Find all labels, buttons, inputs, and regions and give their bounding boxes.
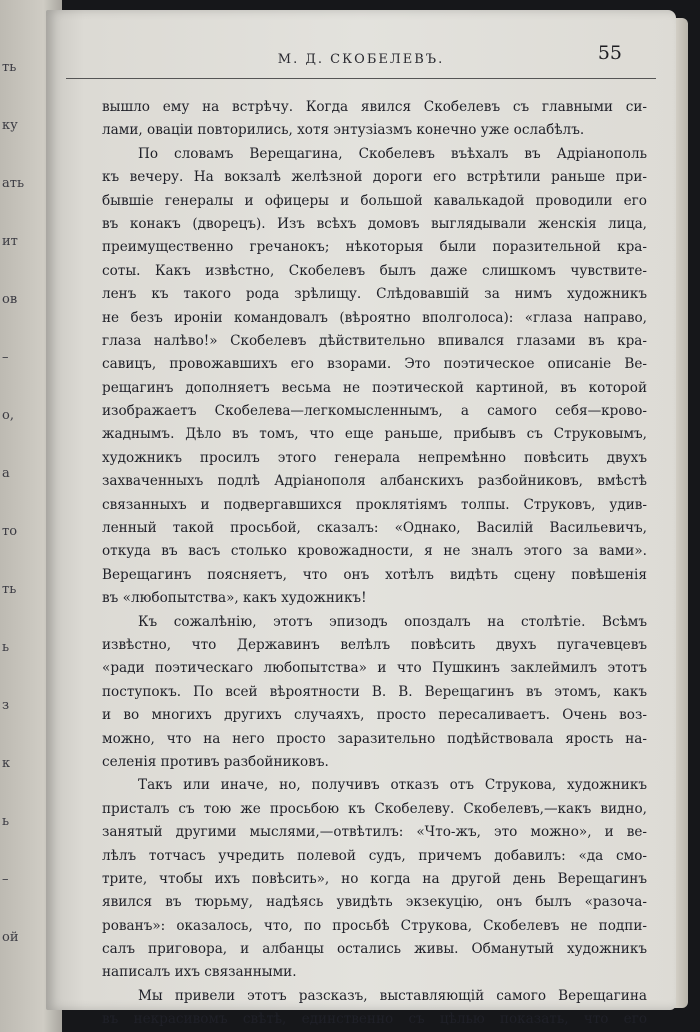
text-line: написалъ ихъ связанными. [102, 964, 297, 981]
left-page-fragment: к [2, 756, 11, 771]
book-page [46, 10, 676, 1028]
text-line: селенія противъ разбойниковъ. [102, 753, 329, 770]
left-page-fragment: ит [2, 234, 18, 249]
header-title: М. Д. СКОБЕЛЕВЪ. [277, 52, 445, 67]
text-line: Такъ или иначе, но, получивъ отказъ отъ Струкова, художникъ [138, 777, 647, 794]
text-line: лами, оваціи повторились, хотя энтузіазмъ конечно уже ослабѣлъ. [102, 122, 585, 139]
text-line: занятый другими мыслями,—отвѣтилъ: «Что-жъ, это можно», и ве- [102, 824, 647, 841]
text-line: жаднымъ. Дѣло въ томъ, что еще раньше, прибывъ съ Струковымъ, [102, 426, 647, 443]
text-line: къ вечеру. На вокзалѣ желѣзной дороги его встрѣтили раньше при- [102, 169, 647, 186]
page-number: 55 [597, 42, 622, 64]
text-line: Мы привели этотъ разсказъ, выставляющій самого Верещагина [138, 987, 647, 1004]
text-line: поступокъ. По всей вѣроятности В. В. Верещагинъ въ этомъ, какъ [102, 683, 647, 700]
text-line: глаза налѣво!» Скобелевъ дѣйствительно впивался глазами въ кра- [102, 332, 647, 349]
left-page-fragment: ой [2, 930, 19, 945]
left-page-fragment: – [2, 872, 9, 887]
text-line: откуда въ васъ столько кровожадности, я не зналъ этого за вами». [102, 543, 647, 560]
left-page-fragment: ов [2, 292, 18, 307]
text-line: изображаетъ Скобелева—легкомысленнымъ, а самого себя—крово- [102, 403, 647, 420]
running-header [66, 38, 656, 79]
text-line: захваченныхъ подлѣ Адріанополя албанскихъ разбойниковъ, вмѣстѣ [102, 473, 647, 490]
text-line: присталъ съ тою же просьбою къ Скобелеву. Скобелевъ,—какъ видно, [102, 800, 647, 817]
text-line: лѣлъ тотчасъ учредить полевой судъ, причемъ добавилъ: «да смо- [102, 847, 647, 864]
text-line: Верещагинъ поясняетъ, что онъ хотѣлъ видѣть сцену повѣшенія [102, 566, 647, 583]
text-line: въ «любопытства», какъ художникъ! [102, 590, 367, 607]
text-line: художникъ просилъ этого генерала непремѣнно повѣсить двухъ [102, 449, 647, 466]
text-line: салъ приговора, и албанцы остались живы. Обманутый художникъ [102, 941, 647, 958]
text-line: не безъ ироніи командовалъ (вѣроятно вполголоса): «глаза направо, [102, 309, 647, 326]
text-line: «ради поэтическаго любопытства» и что Пушкинъ заклеймилъ этотъ [102, 660, 647, 677]
text-line: рованъ»: оказалось, что, по просьбѣ Струкова, Скобелевъ не подпи- [102, 917, 647, 934]
text-line: явился въ тюрьму, надѣясь увидѣть экзекуцію, онъ былъ «разоча- [102, 894, 647, 911]
text-line: ленъ къ такого рода зрѣлищу. Слѣдовавшій за нимъ художникъ [102, 286, 647, 303]
left-page-fragment: – [2, 350, 9, 365]
text-line: ленный такой просьбой, сказалъ: «Однако, Василій Васильевичъ, [102, 520, 647, 537]
text-line: въ некрасивомъ свѣтѣ, единственно съ цѣлью показать, что его [102, 1011, 647, 1028]
left-page-fragment: то [2, 524, 18, 539]
left-page-fragment: ь [2, 814, 10, 829]
left-page-fragment: ь [2, 640, 10, 655]
left-page-fragment: ать [2, 176, 25, 191]
text-line: и во многихъ другихъ случаяхъ, просто пересаливаетъ. Очень воз- [102, 707, 647, 724]
text-line: въ конакъ (дворецъ). Изъ всѣхъ домовъ выглядывали женскія лица, [102, 215, 647, 232]
text-line: извѣстно, что Державинъ велѣлъ повѣсить двухъ пугачевцевъ [102, 636, 647, 653]
left-page-fragment: а [2, 466, 10, 481]
text-line: Къ сожалѣнію, этотъ эпизодъ опоздалъ на столѣтіе. Всѣмъ [138, 613, 647, 630]
text-line: По словамъ Верещагина, Скобелевъ въѣхалъ въ Адріанополь [138, 145, 647, 162]
text-line: соты. Какъ извѣстно, Скобелевъ былъ даже слишкомъ чувствите- [102, 262, 647, 279]
text-line: можно, что на него просто заразительно подѣйствовала ярость на- [102, 730, 647, 747]
text-line: трите, чтобы ихъ повѣсить», но когда на другой день Верещагинъ [102, 870, 647, 887]
text-line: бывшіе генералы и офицеры и большой кавалькадой проводили его [102, 192, 647, 209]
body-text [102, 96, 647, 1032]
text-line: рещагинъ дополняетъ весьма не поэтической картиной, въ которой [102, 379, 647, 396]
left-page-fragment: ть [2, 60, 17, 75]
text-line: преимущественно гречанокъ; нѣкоторыя были поразительной кра- [102, 239, 647, 256]
left-page-fragment: ть [2, 582, 17, 597]
left-page-fragment: ку [2, 118, 18, 133]
text-line: вышло ему на встрѣчу. Когда явился Скобелевъ съ главными си- [102, 99, 647, 115]
text-line: савицъ, провожавшихъ его взорами. Это поэтическое описаніе Ве- [102, 356, 647, 373]
left-page-fragment: з [2, 698, 10, 713]
left-page-fragment: о, [2, 408, 14, 423]
text-line: связанныхъ и подвергавшихся проклятіямъ толпы. Струковъ, удив- [102, 496, 647, 513]
